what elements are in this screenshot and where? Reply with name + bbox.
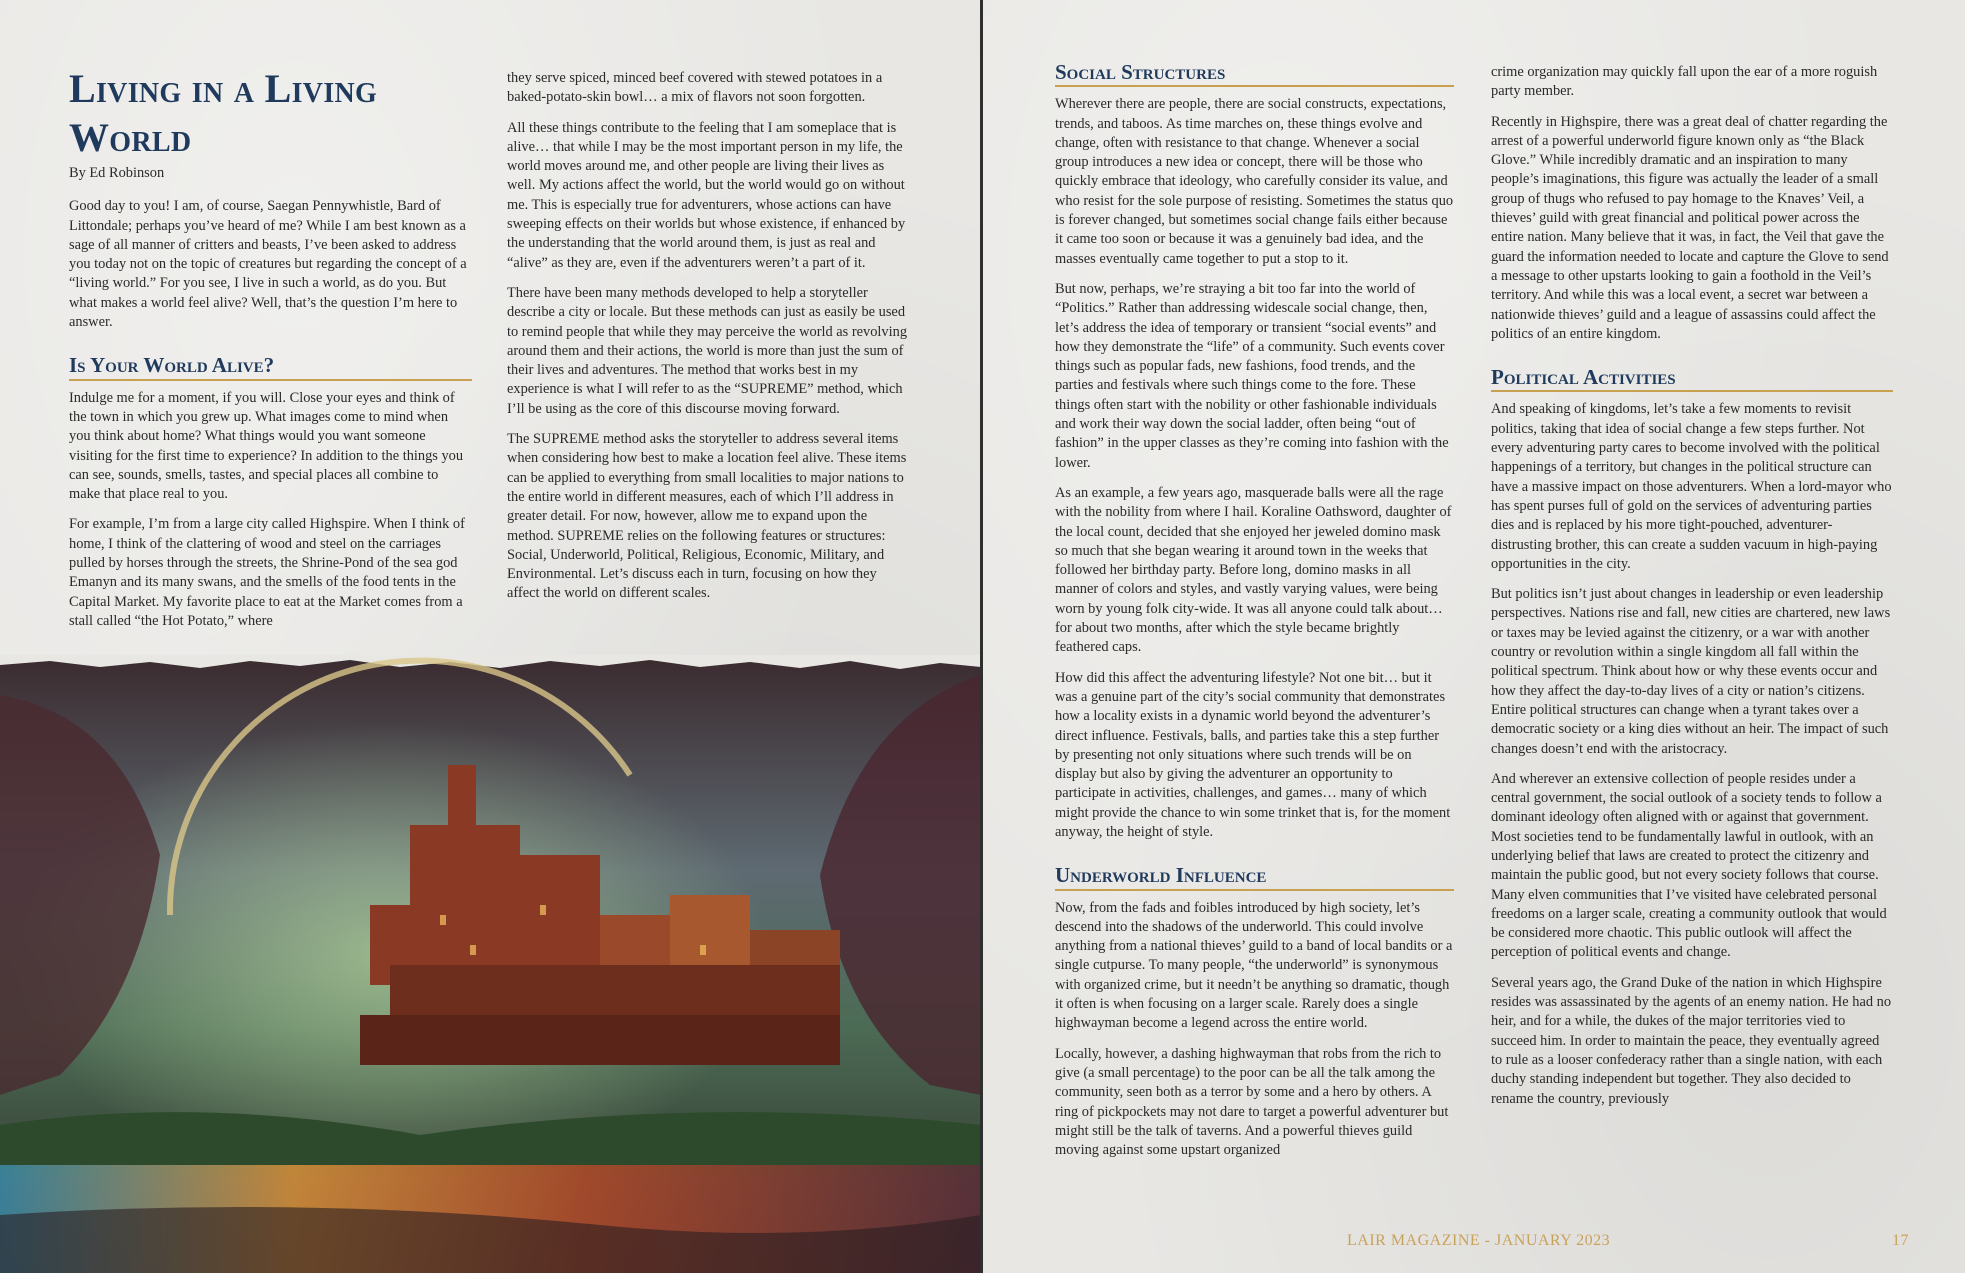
col4-paragraph-1: crime organization may quickly fall upon the ear of a more roguish party member.: [1491, 64, 1878, 100]
alive-paragraph-1: Indulge me for a moment, if you will. Close your eyes and think of the town in which you grew up. What images come to mind when you think about home? What things would you want someone visiting for the first time to experience? In addition to the things you can see, sounds, smells, tastes, and special places all combine to make that place real to you.: [69, 389, 464, 503]
underworld-paragraph-2: Locally, however, a dashing highwayman that robs from the rich to give (a small percentage) to the poor can be all the talk among the community, seen both as a terror by some and a hero by others. A ring of pickpockets may not dare to target a powerful adventurer but might still be the talk of taverns. And a powerful thieves guild moving against some upstart organized: [1055, 1045, 1449, 1159]
page-number: 17: [1892, 1232, 1909, 1249]
article-title: [69, 64, 472, 162]
social-paragraph-2: But now, perhaps, we’re straying a bit too far into the world of “Politics.” Rather than addressing widescale social change, then, let’s address the idea of temporary or transient “social events” and how they demonstrate the “life” of a community. Such events cover things such as popular fads, new fashions, food trends, and the parties and festivals where such things come to the fore. These things often start with the nobility or other fashionable individuals and work their way down the social ladder, often being “out of fashion” in the upper classes as they’re coming into fashion with the lower.: [1055, 280, 1449, 471]
title-line-2: World: [69, 115, 192, 160]
social-paragraph-4: How did this affect the adventuring lifestyle? Not one bit… but it was a genuine part of the city’s social community that demonstrates how a locality exists in a dynamic world beyond the adventurer’s direct influence. Festivals, balls, and parties take this a step further by presenting not only situations where such trends will be on display but also by giving the adventurer an opportunity to participate in activities, challenges, and games… many of which might provide the chance to win some trinket that is, for the moment anyway, the height of style.: [1055, 669, 1451, 840]
heading-is-your-world-alive: Is Your World Alive?: [69, 356, 472, 380]
right-column-1: [1055, 60, 1454, 1171]
castle-painting: [0, 655, 981, 1273]
heading-political-activities: Political Activities: [1491, 368, 1893, 392]
right-page: [983, 0, 1965, 1273]
intro-paragraph: Good day to you! I am, of course, Saegan Pennywhistle, Bard of Littondale; perhaps you’ve heard of me? While I am best known as a sage of all manner of critters and beasts, I’ve been asked to address you today not on the topic of creatures but regarding the concept of a “living world.” For you see, I live in such a world, as do you. But what makes a world feel alive? Well, that’s the question I’m here to answer.: [69, 198, 467, 331]
heading-underworld-influence: Underworld Influence: [1055, 866, 1454, 890]
title-line-1: Living in a Living: [69, 66, 378, 111]
castle-illustration: [0, 655, 981, 1273]
political-paragraph-2: But politics isn’t just about changes in leadership or even leadership perspectives. Nations rise and fall, new cities are chartered, new laws or taxes may be levied against the citizenry, or a war with another country or revolution within a single kingdom all fall within the political spectrum. Think about how or why these events occur and how they affect the day-to-day lives of a city or nation’s citizens. Entire political structures can change when a tyrant takes over a democratic society or a king dies without an heir. The impact of such changes doesn’t end with the aristocracy.: [1491, 586, 1891, 757]
political-paragraph-4: Several years ago, the Grand Duke of the nation in which Highspire resides was assassinated by the agents of an enemy nation. He had no heir, and for a while, the dukes of the major territories vied to succeed him. In order to maintain the peace, they eventually agreed to rule as a looser confederacy rather than a single nation, with each duchy standing independent but together. They also decided to rename the country, previously: [1491, 974, 1892, 1107]
col2-paragraph-3: There have been many methods developed to help a storyteller describe a city or locale. But these methods can just as easily be used to remind people that while they may perceive the world as revolving around them and their actions, the world is more than just the sum of their lives and adventures. The method that works best in my experience is what I will refer to as the “SUPREME” method, which I’ll be using as the core of this discourse moving forward.: [507, 284, 908, 417]
left-column-2: [507, 69, 911, 615]
footer-magazine-title: LAIR MAGAZINE - JANUARY 2023: [1347, 1232, 1611, 1249]
heading-social-structures: Social Structures: [1055, 63, 1454, 87]
left-column-1: [69, 64, 472, 642]
underworld-paragraph-1: Now, from the fads and foibles introduced by high society, let’s descend into the shadows of the underworld. This could involve anything from a national thieves’ guild to a band of local bandits or a single cutpurse. To many people, “the underworld” is synonymous with organized crime, but it needn’t be anything so dramatic, though it often is when focusing on a larger scale. Rarely does a single highwayman become a legend across the entire world.: [1055, 899, 1453, 1032]
social-paragraph-3: As an example, a few years ago, masquerade balls were all the rage with the nobility from where I hail. Koraline Oathsword, daughter of the local count, decided that she enjoyed her jeweled domino mask so much that she began wearing it around town in the weeks that followed her birthday party. Before long, domino masks in all manner of colors and styles, and vastly varying values, were being worn by young folk city-wide. It was all anyone could talk about… for about two months, after which the style became brightly feathered caps.: [1055, 484, 1452, 656]
col4-paragraph-2: Recently in Highspire, there was a great deal of chatter regarding the arrest of a powerful underworld figure known only as “the Black Glove.” While incredibly dramatic and an inspiration to many people’s imaginations, this figure was actually the leader of a small group of thugs who refused to pay homage to the Knaves’ Veil, a thieves’ guild with great financial and political power across the entire nation. Many believe that it was, in fact, the Veil that gave the guard the information needed to locate and capture the Glove to send a message to other upstarts looking to gain a foothold in the Veil’s territory. And while this was a local event, a secret war between a nationwide thieves’ guild and a league of assassins could affect the politics of an entire kingdom.: [1491, 113, 1889, 342]
political-paragraph-3: And wherever an extensive collection of people resides under a central government, the social outlook of a society tends to follow a dominant ideology often aligned with or against that government. Most societies tend to be fundamentally lawful in outlook, with an underlying belief that laws are created to protect the citizenry and maintain the public good, but not every society follows that course. Many elven communities that I’ve visited have celebrated personal freedoms on a larger scale, creating a community outlook that would be considered more chaotic. This public outlook will affect the perception of political events and change.: [1491, 770, 1887, 961]
social-paragraph-1: Wherever there are people, there are social constructs, expectations, trends, and taboos. As time marches on, these things evolve and change, often with resistance to that change. Whenever a social group introduces a new idea or concept, there will be those who quickly embrace that ideology, who carefully consider its value, and who resist for the sole purpose of resisting. Sometimes the status quo is forever changed, but sometimes social change fails either because it came too soon or because it was a genuinely bad idea, and the masses eventually came together to put a stop to it.: [1055, 96, 1454, 267]
political-paragraph-1: And speaking of kingdoms, let’s take a few moments to revisit politics, taking that idea of social change a few steps further. Not every adventuring party cares to become involved with the political happenings of a territory, but changes in the political structure can have a massive impact on those adventurers. When a lord-mayor who has spent purses full of gold on the services of adventuring parties dies and is replaced by his more tight-pouched, adventurer-distrusting brother, this can create a sudden vacuum in high-paying opportunities in the city.: [1491, 401, 1892, 572]
alive-paragraph-2: For example, I’m from a large city called Highspire. When I think of home, I think of the clattering of wood and steel on the carriages pulled by horses through the streets, the Shrine-Pond of the sea god Emanyn and its many swans, and the smells of the food tents in the Capital Market. My favorite place to eat at the Market comes from a stall called “the Hot Potato,” where: [69, 516, 465, 629]
col2-paragraph-2: All these things contribute to the feeling that I am someplace that is alive… that while I may be the most important person in my life, the world moves around me, and other people are living their lives as well. My actions affect the world, but the world would go on without me. This is especially true for adventurers, whose actions can have sweeping effects on their worlds but whose existence, if enhanced by the understanding that the world around them, is just as real and “alive” as they are, even if the adventurers weren’t a part of it.: [507, 119, 906, 271]
col2-paragraph-1: they serve spiced, minced beef covered with stewed potatoes in a baked-potato-skin bowl… a mix of flavors not soon forgotten.: [507, 70, 883, 106]
left-page: [0, 0, 981, 1273]
col2-paragraph-4: The SUPREME method asks the storyteller to address several items when considering how best to make a location feel alive. These items can be applied to everything from small localities to major nations to the entire world in different measures, each of which I’ll address in greater detail. For now, however, allow me to expand upon the method. SUPREME relies on the following features or structures: Social, Underworld, Political, Religious, Economic, Military, and Environmental. Let’s discuss each in turn, focusing on how they affect the world on different scales.: [507, 431, 907, 602]
byline: By Ed Robinson: [69, 165, 165, 181]
right-column-2: [1491, 63, 1893, 1120]
